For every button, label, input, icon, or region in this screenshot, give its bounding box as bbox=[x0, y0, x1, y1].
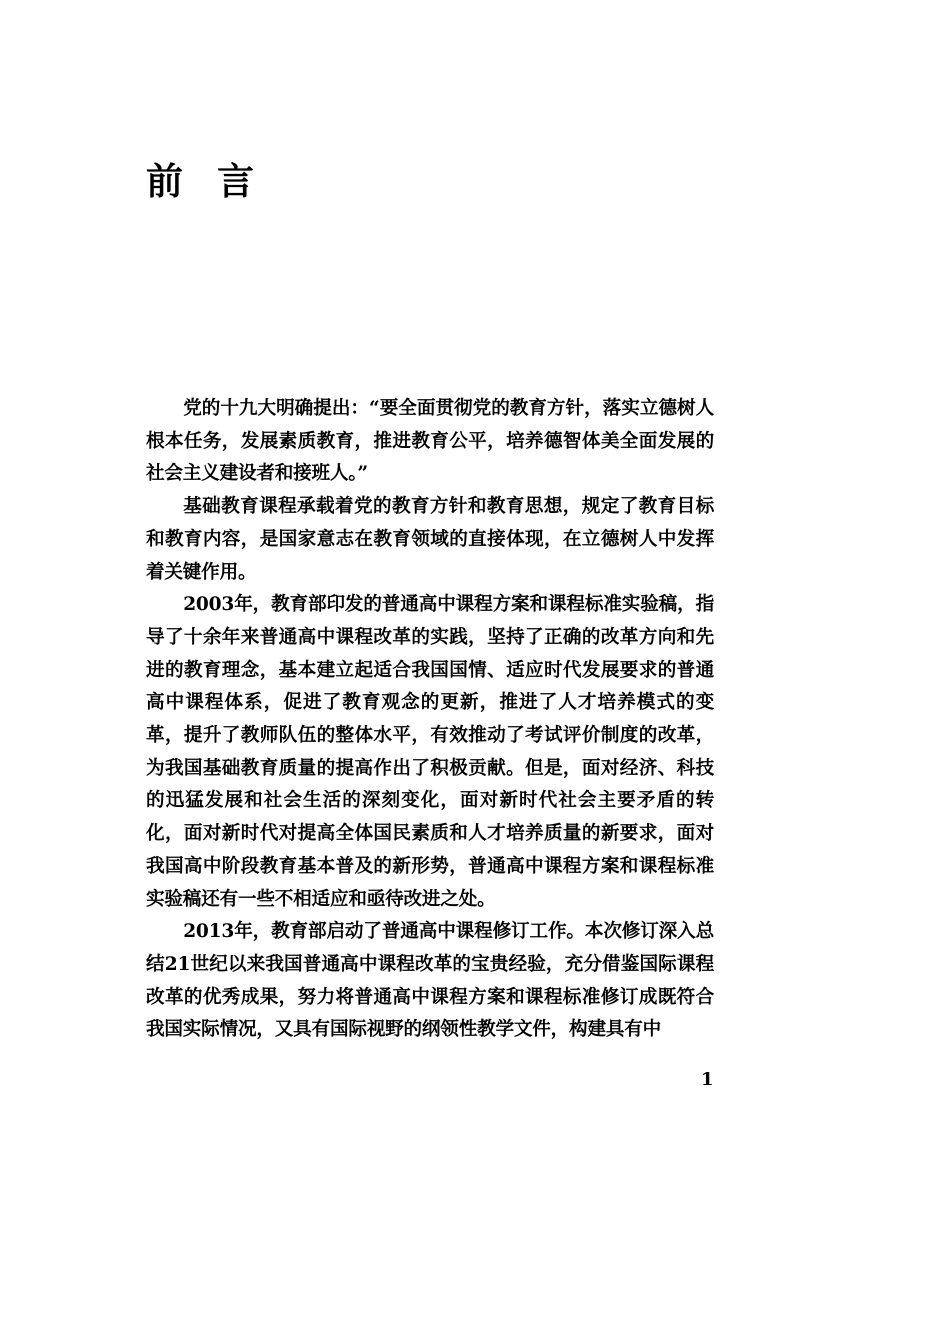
paragraph: 党的十九大明确提出：“要全面贯彻党的教育方针，落实立德树人根本任务，发展素质教育，推进教育公平，培养德智体美全面发展的社会主义建设者和接班人。” bbox=[146, 398, 714, 485]
paragraph: 2013年，教育部启动了普通高中课程修订工作。本次修订深入总结21世纪以来我国普通高中课程改革的宝贵经验，充分借鉴国际课程改革的优秀成果，努力将普通高中课程方案和课程标准修订成既符合我国实际情况，又具有国际视野的纲领性教学文件，构建具有中 bbox=[146, 921, 714, 1041]
body-text bbox=[146, 393, 714, 1047]
paragraph: 2003年，教育部印发的普通高中课程方案和课程标准实验稿，指导了十余年来普通高中课程改革的实践，坚持了正确的改革方向和先进的教育理念，基本建立起适合我国国情、适应时代发展要求的普通高中课程体系，促进了教育观念的更新，推进了人才培养模式的变革，提升了教师队伍的整体水平，有效推动了考试评价制度的改革，为我国基础教育质量的提高作出了积极贡献。但是，面对经济、科技的迅猛发展和社会生活的深刻变化，面对新时代社会主要矛盾的转化，面对新时代对提高全体国民素质和人才培养质量的新要求，面对我国高中阶段教育基本普及的新形势，普通高中课程方案和课程标准实验稿还有一些不相适应和亟待改进之处。 bbox=[146, 594, 714, 910]
page-title: 前言 bbox=[146, 158, 288, 203]
page-number: 1 bbox=[701, 1069, 714, 1090]
paragraph: 基础教育课程承载着党的教育方针和教育思想，规定了教育目标和教育内容，是国家意志在教育领域的直接体现，在立德树人中发挥着关键作用。 bbox=[146, 496, 714, 583]
